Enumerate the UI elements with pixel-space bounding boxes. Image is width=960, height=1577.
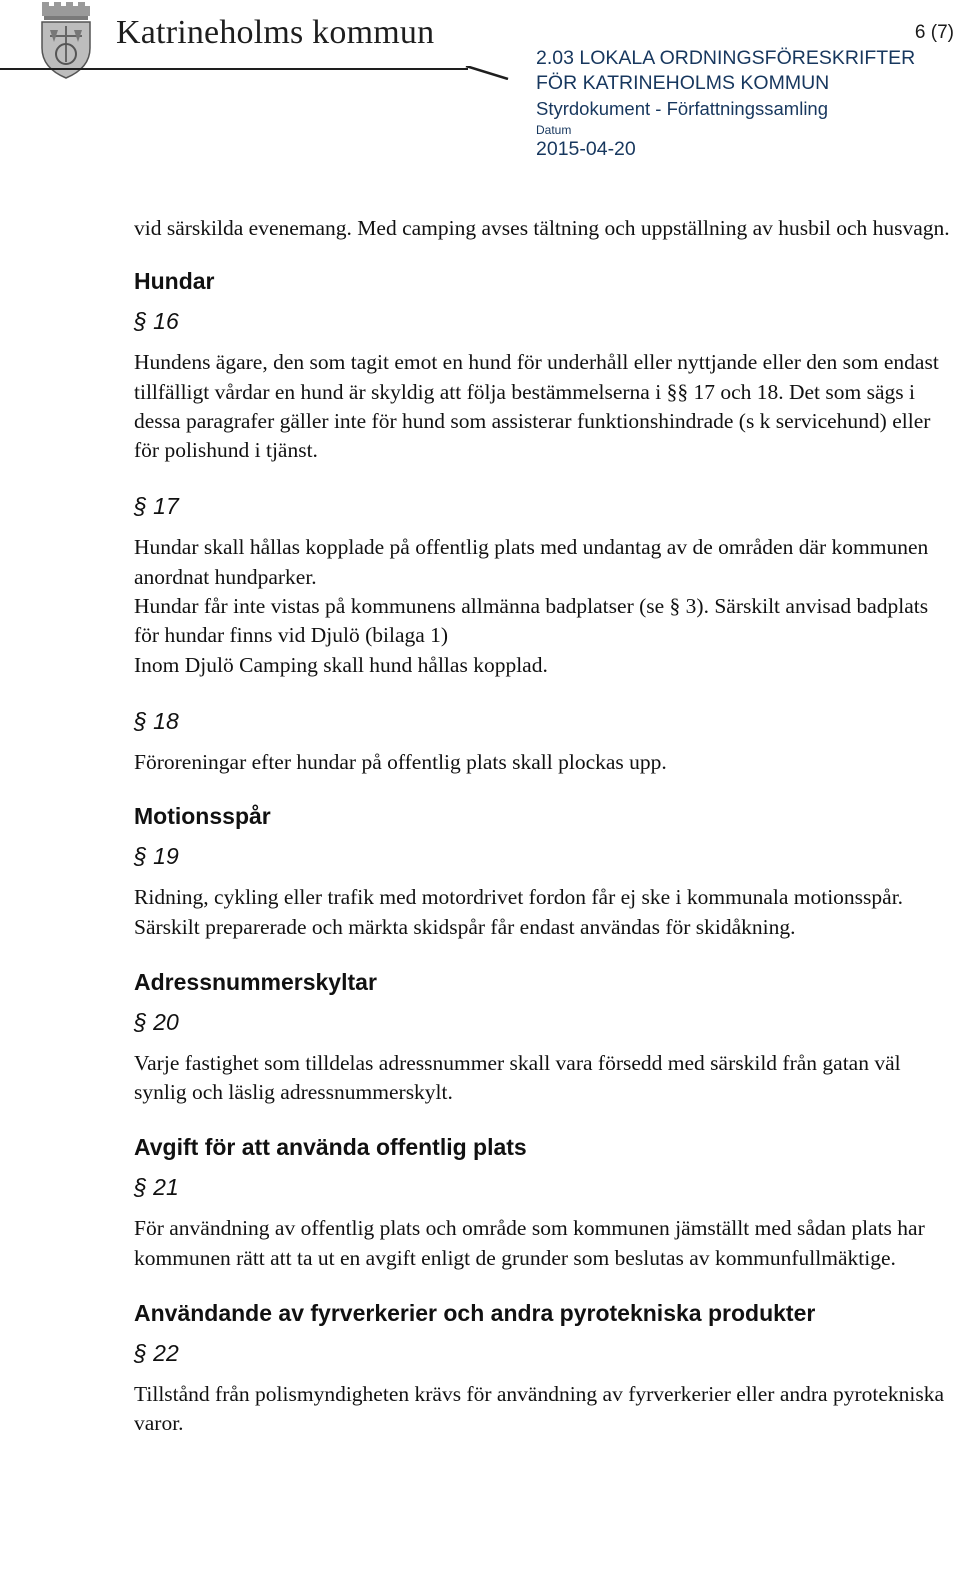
document-body <box>134 214 954 1439</box>
paragraph-number-21: § 21 <box>134 1174 179 1201</box>
brand-underline <box>0 66 510 80</box>
paragraph-22-text: Tillstånd från polismyndigheten krävs för användning av fyrverkerier eller andra pyrotekniska varor. <box>134 1382 944 1436</box>
document-info <box>536 46 915 161</box>
paragraph-number-19: § 19 <box>134 843 179 870</box>
paragraph-16-text: Hundens ägare, den som tagit emot en hund för underhåll eller nyttjande eller den som endast tillfälligt vårdar en hund är skyldig att följa bestämmelserna i §§ 17 och 18. Det som sägs i dessa paragrafer gäller inte för hund som assisterar funktionshindrade (s k servicehund) eller för polishund i tjänst. <box>134 350 939 463</box>
paragraph-number-22: § 22 <box>134 1340 179 1367</box>
paragraph-number-20: § 20 <box>134 1008 179 1035</box>
section-heading-motionsspar: Motionsspår <box>134 803 271 830</box>
paragraph-20-text: Varje fastighet som tilldelas adressnummer skall vara försedd med särskild från gatan väl synlig och läslig adressnummerskylt. <box>134 1050 901 1105</box>
doc-date: 2015-04-20 <box>536 138 636 160</box>
paragraph-18-text: Föroreningar efter hundar på offentlig plats skall plockas upp. <box>134 749 667 774</box>
paragraph-number-16: § 16 <box>134 308 179 335</box>
paragraph-number-18: § 18 <box>134 707 179 734</box>
date-label: Datum <box>536 123 572 137</box>
paragraph-21-text: För användning av offentlig plats och område som kommunen jämställt med sådan plats har kommunen rätt att ta ut en avgift enligt de grunder som beslutas av kommunfullmäktige. <box>134 1216 925 1270</box>
section-heading-adressnummerskyltar: Adressnummerskyltar <box>134 968 377 995</box>
paragraph-17-text-3: Inom Djulö Camping skall hund hållas kopplad. <box>134 652 548 677</box>
intro-paragraph: vid särskilda evenemang. Med camping avses tältning och uppställning av husbil och husvagn. <box>134 216 950 240</box>
paragraph-number-17: § 17 <box>134 493 179 520</box>
brand-name: Katrineholms kommun <box>116 14 435 51</box>
section-heading-avgift: Avgift för att använda offentlig plats <box>134 1134 527 1161</box>
doc-title-line-1: 2.03 LOKALA ORDNINGSFÖRESKRIFTER <box>536 47 916 69</box>
section-heading-fyrverkerier: Användande av fyrverkerier och andra pyrotekniska produkter <box>134 1300 816 1327</box>
paragraph-17-text-1: Hundar skall hållas kopplade på offentlig plats med undantag av de områden där kommunen anordnat hundparker. <box>134 535 929 589</box>
section-heading-hundar: Hundar <box>134 268 215 295</box>
paragraph-17-text-2: Hundar får inte vistas på kommunens allmänna badplatser (se § 3). Särskilt anvisad badplats för hundar finns vid Djulö (bilaga 1) <box>134 594 929 648</box>
page-number: 6 (7) <box>914 22 954 43</box>
doc-type: Styrdokument - Författningssamling <box>536 98 829 119</box>
doc-title-line-2: FÖR KATRINEHOLMS KOMMUN <box>536 72 830 94</box>
page-header <box>0 0 960 170</box>
paragraph-19-text: Ridning, cykling eller trafik med motordrivet fordon får ej ske i kommunala motionsspår. Särskilt preparerade och märkta skidspår får endast användas för skidåkning. <box>134 885 904 939</box>
